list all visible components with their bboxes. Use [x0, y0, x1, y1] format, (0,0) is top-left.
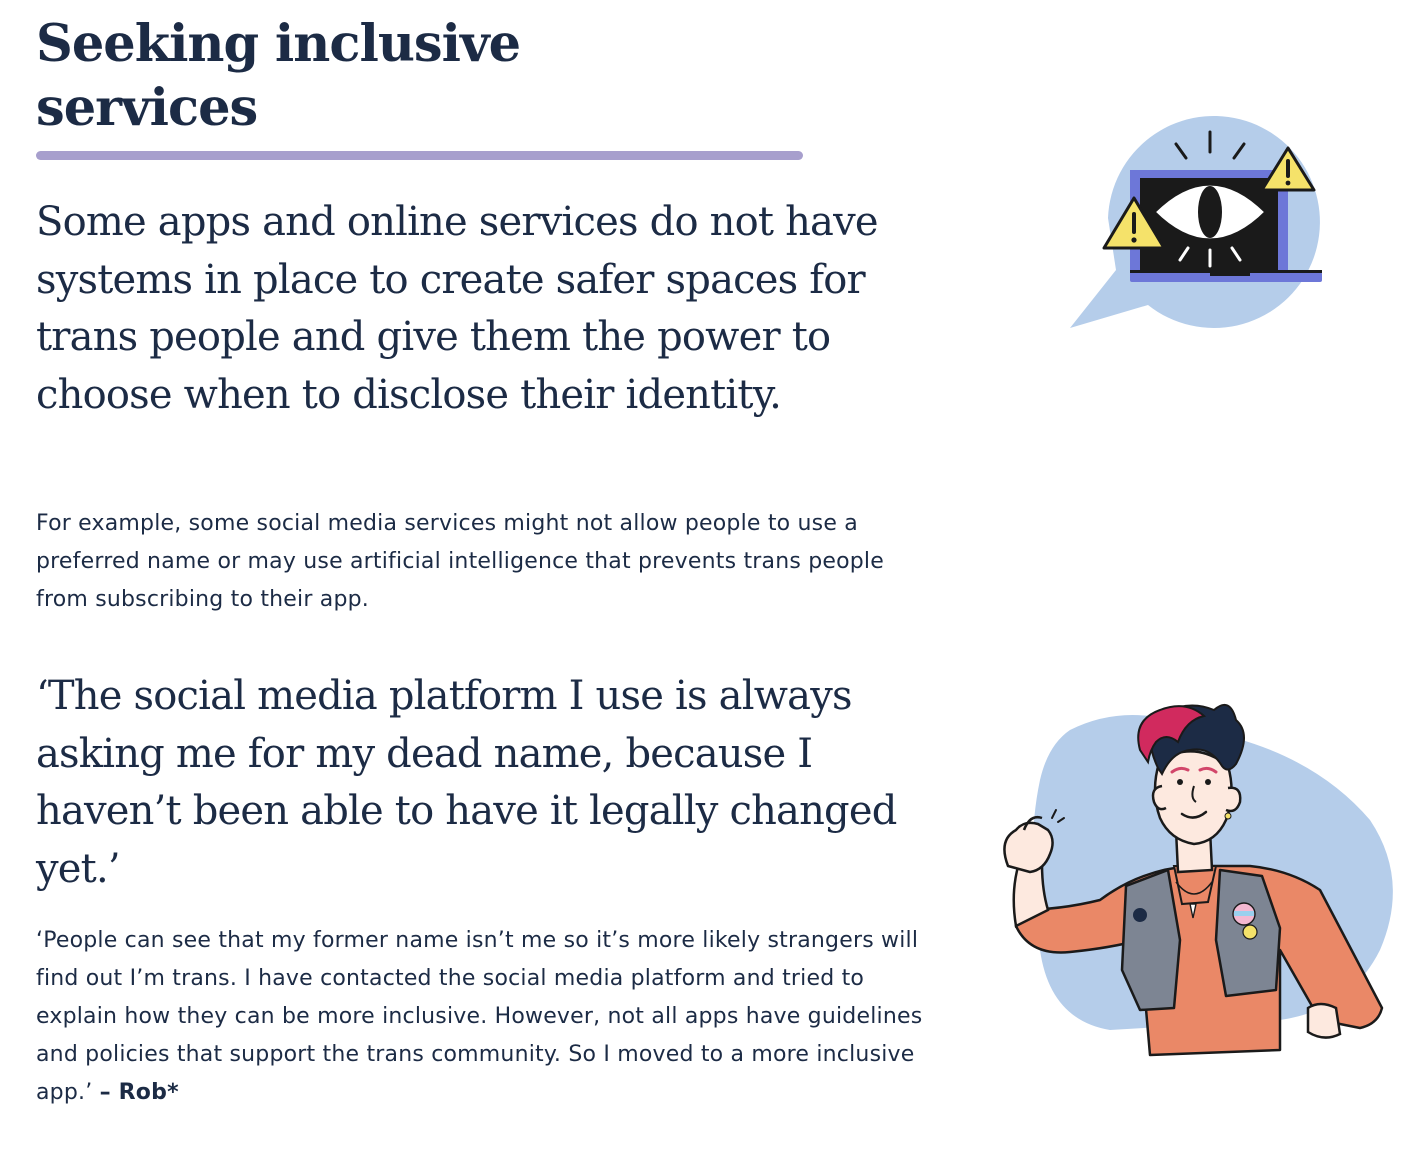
page-title: Seeking inclusive services: [36, 14, 521, 138]
pull-quote: ‘The social media platform I use is always asking me for my dead name, because I haven’t been able to have it legally changed yet.’: [36, 673, 897, 892]
lead-paragraph: Some apps and online services do not have systems in place to create safer spaces for trans people and give them the power to choose when to disclose their identity.: [36, 199, 878, 418]
quote-paragraph: [36, 922, 936, 1112]
laptop-eye-warning-icon: [1060, 100, 1340, 340]
example-paragraph: For example, some social media services might not allow people to use a preferred name or may use artificial intelligence that prevents trans people from subscribing to their app.: [36, 511, 884, 612]
trans-person-pointing-illustration: [990, 690, 1410, 1080]
quote-text: ‘People can see that my former name isn’t me so it’s more likely strangers will find out I’m trans. I have contacted the social media platform and tried to explain how they can be more inclusive. However, not all apps have guidelines and policies that support the trans community. So I moved to a more inclusive app.’: [36, 928, 923, 1105]
title-underline: [36, 151, 803, 160]
quote-attribution: – Rob*: [99, 1080, 179, 1105]
